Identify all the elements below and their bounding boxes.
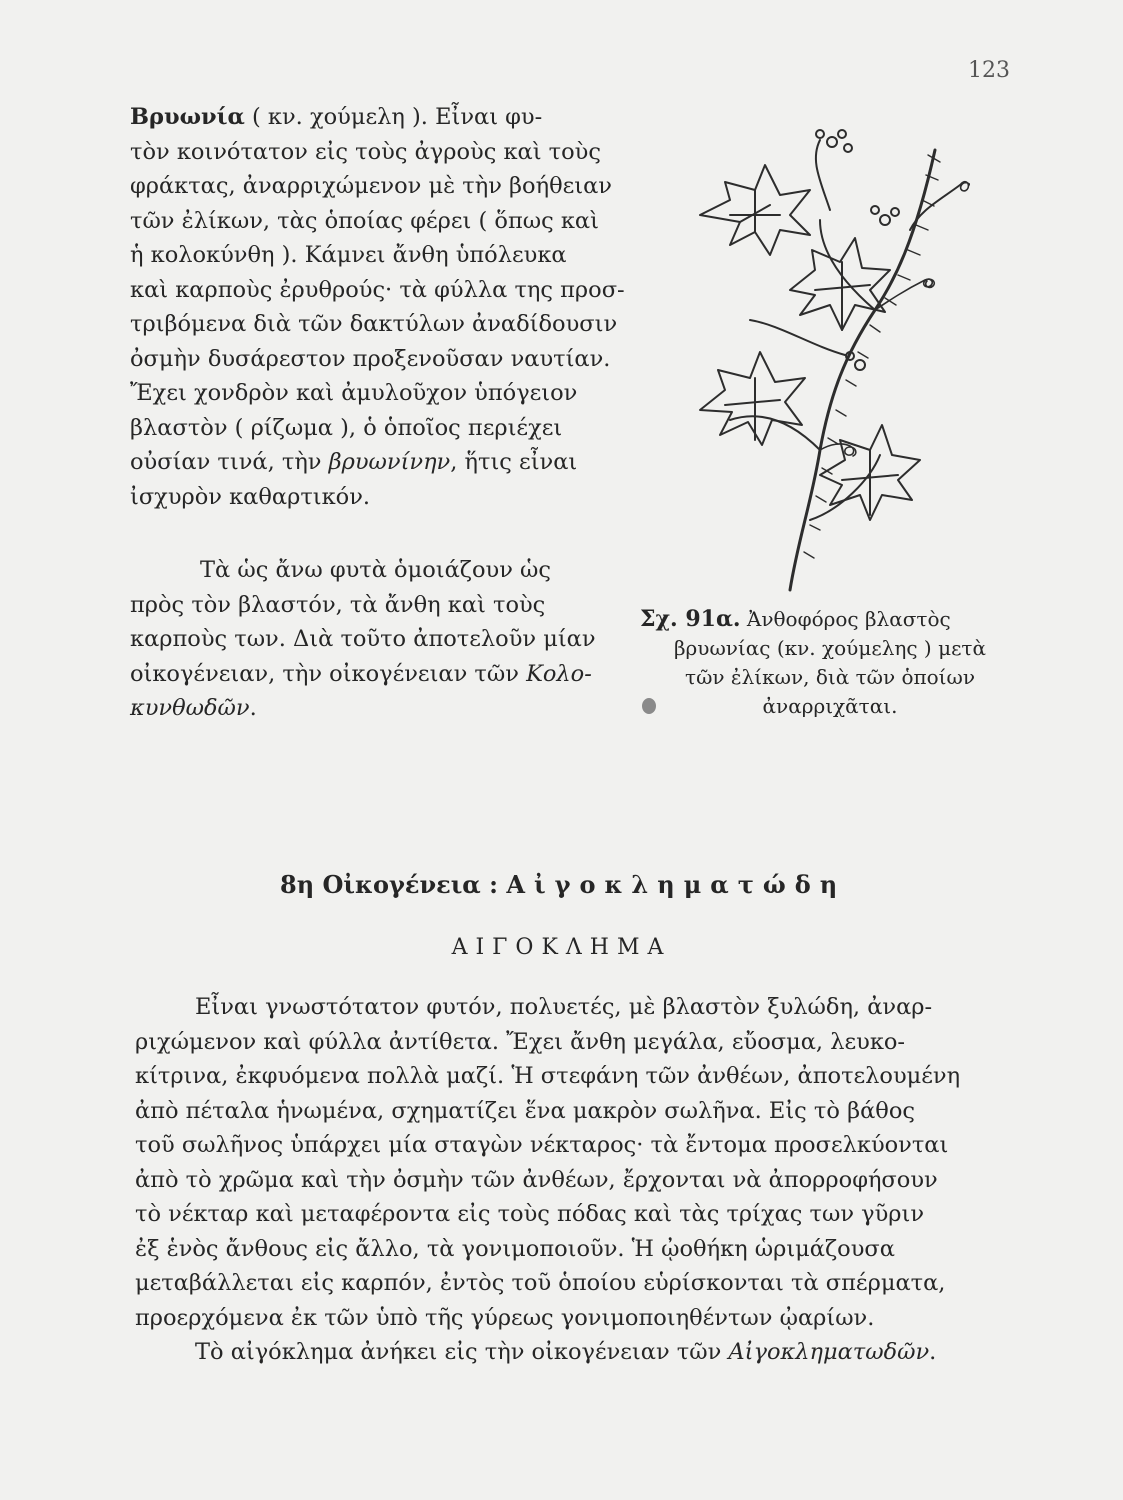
text-line: προερχόμενα ἐκ τῶν ὑπὸ τῆς γύρεως γονιμοποιηθέντων ᾠαρίων.: [135, 1304, 875, 1331]
term-bryonine: βρυωνίνην: [328, 449, 451, 475]
text-line: τριβόμενα διὰ τῶν δακτύλων ἀναδίδουσιν: [130, 311, 618, 337]
text-line: οὐσίαν τινά, τὴν βρυωνίνην, ἥτις εἶναι: [130, 449, 578, 475]
term-bryonia: Βρυωνία: [130, 104, 245, 130]
text-line: βλαστὸν ( ρίζωμα ), ὁ ὁποῖος περιέχει: [130, 414, 563, 441]
text-line: μεταβάλλεται εἰς καρπόν, ἐντὸς τοῦ ὁποίου εὑρίσκονται τὰ σπέρματα,: [135, 1270, 946, 1296]
text-line: ἀπὸ τὸ χρῶμα καὶ τὴν ὀσμὴν τῶν ἀνθέων, ἔρχονται νὰ ἀπορροφήσουν: [135, 1166, 938, 1193]
text-line: Τὰ ὡς ἄνω φυτὰ ὁμοιάζουν ὡς: [200, 557, 551, 583]
text-line: τοῦ σωλῆνος ὑπάρχει μία σταγὼν νέκταρος· τὰ ἔντομα προσελκύονται: [135, 1132, 949, 1158]
text-line: ἡ κολοκύνθη ). Κάμνει ἄνθη ὑπόλευκα: [130, 242, 567, 268]
text-line: κίτρινα, ἐκφυόμενα πολλὰ μαζί. Ἡ στεφάνη τῶν ἀνθέων, ἀποτελουμένη: [135, 1063, 961, 1089]
text-line: ριχώμενον καὶ φύλλα ἀντίθετα. Ἔχει ἄνθη μεγάλα, εὔοσμα, λευκο-: [135, 1028, 906, 1055]
section-number: 8η Οἰκογένεια :: [280, 870, 507, 899]
aigoklima-paragraph: [135, 990, 995, 1335]
family-paragraph: [130, 553, 650, 726]
text-line: φράκτας, ἀναρριχώμενον μὲ τὴν βοήθειαν: [130, 173, 612, 199]
bryonia-plant-illustration-icon: [670, 120, 970, 595]
text-line: τὸν κοινότατον εἰς τοὺς ἀγροὺς καὶ τοὺς: [130, 138, 601, 165]
text-line: Τὸ αἰγόκλημα ἀνήκει εἰς τὴν οἰκογένειαν τῶν Αἰγοκληματωδῶν.: [195, 1339, 937, 1365]
text-line: ἐξ ἑνὸς ἄνθους εἰς ἄλλο, τὰ γονιμοποιοῦν. Ἡ ᾠοθήκη ὡριμάζουσα: [135, 1235, 895, 1262]
caption-line: Σχ. 91α. Ἀνθοφόρος βλαστὸς: [640, 606, 951, 632]
caption-line: βρυωνίας (κν. χούμελης ) μετὰ: [673, 636, 986, 660]
term-aigoklimatodon: Αἰγοκληματωδῶν: [728, 1339, 930, 1365]
text-line: καρποὺς των. Διὰ τοῦτο ἀποτελοῦν μίαν: [130, 626, 596, 652]
text-line: τὸ νέκταρ καὶ μεταφέροντα εἰς τοὺς πόδας καὶ τὰς τρίχας των γῦριν: [135, 1201, 925, 1227]
ink-mark: [642, 698, 656, 714]
subheading: ΑΙΓΟΚΛΗΜΑ: [451, 935, 672, 960]
text-line: κυνθωδῶν.: [130, 695, 257, 721]
caption-line: τῶν ἐλίκων, διὰ τῶν ὁποίων: [685, 665, 975, 689]
aigoklima-section: [135, 990, 995, 1370]
section-heading: [280, 870, 846, 899]
figure-label: Σχ. 91α.: [640, 606, 741, 632]
text-line: ἰσχυρὸν καθαρτικόν.: [130, 483, 371, 510]
figure-caption: [640, 605, 1020, 721]
text-line: Βρυωνία ( κν. χούμελη ). Εἶναι φυ-: [130, 104, 543, 130]
text-line: ἀπὸ πέταλα ἡνωμένα, σχηματίζει ἕνα μακρὸν σωλῆνα. Εἰς τὸ βάθος: [135, 1097, 915, 1124]
term-kolokynthodon: Κολο-: [526, 660, 592, 687]
text-line: τῶν ἐλίκων, τὰς ὁποίας φέρει ( ὅπως καὶ: [130, 207, 599, 234]
caption-line: ἀναρριχᾶται.: [762, 694, 898, 718]
text-line: Ἔχει χονδρὸν καὶ ἀμυλοῦχον ὑπόγειον: [130, 380, 578, 406]
bryonia-section: [130, 100, 650, 726]
section-family: Αἰγοκληματώδη: [506, 870, 847, 899]
text-line: οἰκογένειαν, τὴν οἰκογένειαν τῶν Κολο-: [130, 660, 592, 687]
text-line: καὶ καρποὺς ἐρυθρούς· τὰ φύλλα της προσ-: [130, 276, 625, 303]
text-line: Εἶναι γνωστότατον φυτόν, πολυετές, μὲ βλαστὸν ξυλώδη, ἀναρ-: [195, 994, 933, 1020]
page-number: 123: [968, 58, 1010, 83]
text-line: πρὸς τὸν βλαστόν, τὰ ἄνθη καὶ τοὺς: [130, 591, 546, 618]
aigoklima-family-paragraph: [135, 1335, 995, 1370]
bryonia-paragraph: [130, 100, 650, 514]
text-line: ὀσμὴν δυσάρεστον προξενοῦσαν ναυτίαν.: [130, 345, 611, 372]
